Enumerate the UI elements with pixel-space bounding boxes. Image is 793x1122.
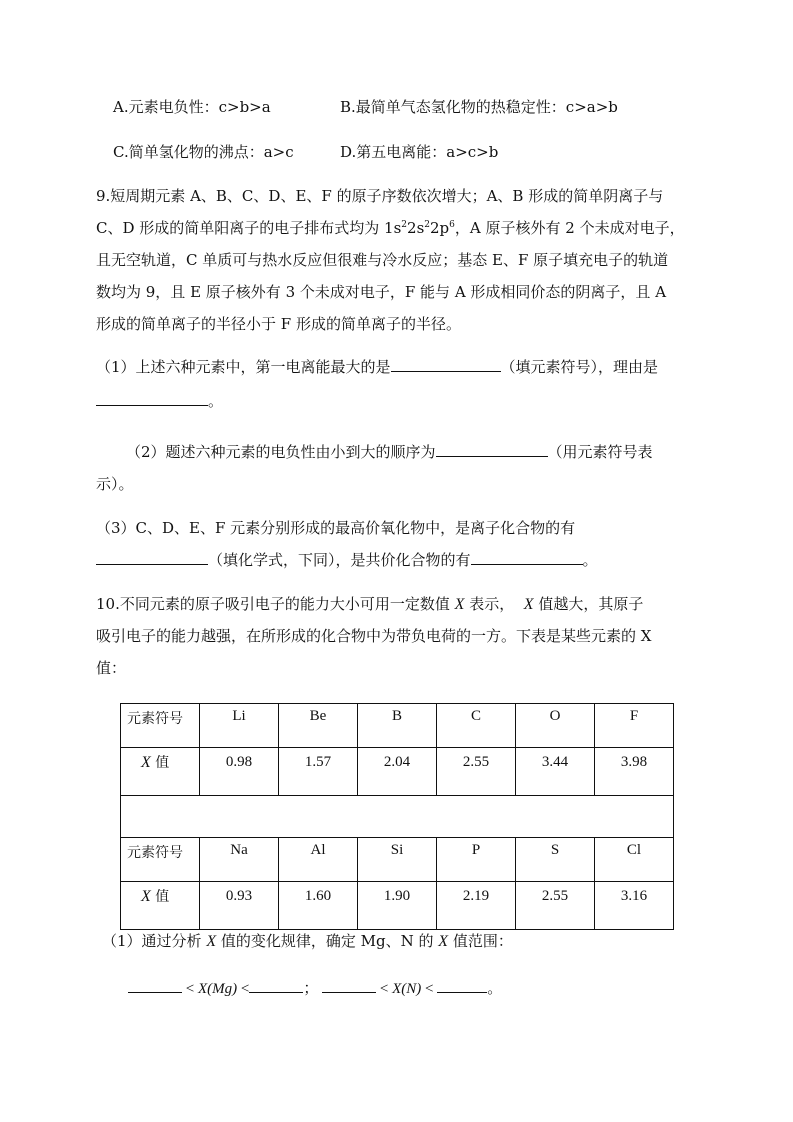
q9-line-5: 形成的简单离子的半径小于 F 形成的简单离子的半径。 xyxy=(96,315,461,333)
option-b: B.最简单气态氢化物的热稳定性：c>a>b xyxy=(340,98,618,116)
table-cell: F xyxy=(595,704,674,748)
q9-part-1 xyxy=(96,357,658,377)
n-upper-blank[interactable] xyxy=(437,978,487,993)
range-lt-4: < xyxy=(425,981,434,997)
q10-line-1-pre: 10.不同元素的原子吸引电子的能力大小可用一定数值 xyxy=(96,595,450,613)
table-cell: 0.93 xyxy=(200,882,279,930)
q10-sub-1-pre: （1）通过分析 xyxy=(102,932,202,950)
table-cell: O xyxy=(516,704,595,748)
range-x-n: X(N) xyxy=(392,981,422,997)
table-cell: Li xyxy=(200,704,279,748)
q10-sub-1 xyxy=(102,931,513,952)
table-cell: Be xyxy=(279,704,358,748)
q9-part-2-post: （用元素符号表 xyxy=(547,443,653,461)
table-spacer-cell xyxy=(121,796,674,838)
q10-sub-1-mid: 值的变化规律，确定 Mg、N 的 xyxy=(220,932,434,950)
q9-part-1-reason-blank[interactable] xyxy=(96,391,208,406)
option-a: A.元素电负性：c>b>a xyxy=(113,98,271,116)
q9-part-1-end: 。 xyxy=(208,392,224,410)
q9-line-3: 且无空轨道，C 单质可与热水反应但很难与冷水反应；基态 E、F 原子填充电子的轨道 xyxy=(96,251,669,269)
range-x-mg: X(Mg) xyxy=(197,981,238,997)
table-cell: C xyxy=(437,704,516,748)
range-lt-1: < xyxy=(185,981,195,997)
q10-line-1-post: 值越大，其原子 xyxy=(538,595,644,613)
x-value-table xyxy=(120,703,674,930)
table-cell: Si xyxy=(358,838,437,882)
range-separator: ； xyxy=(303,981,319,997)
q9-mid-1: 2s xyxy=(407,219,425,237)
table-x-word: 值 xyxy=(155,889,170,905)
q10-sub-1-x: X xyxy=(206,933,217,950)
table-cell: 3.44 xyxy=(516,748,595,796)
q9-part-3-ionic-blank[interactable] xyxy=(96,550,208,565)
table-row xyxy=(121,704,674,748)
q9-part-1-pre: （1）上述六种元素中，第一电离能最大的是 xyxy=(96,358,391,376)
table-cell: 2.55 xyxy=(516,882,595,930)
q10-line-1-mid: 表示， xyxy=(469,595,515,613)
table-cell: 1.57 xyxy=(279,748,358,796)
table-spacer-row xyxy=(121,796,674,838)
q9-sup-3: 6 xyxy=(449,220,455,230)
q10-x-symbol-2: X xyxy=(523,596,534,613)
q9-line-1: 9.短周期元素 A、B、C、D、E、F 的原子序数依次增大；A、B 形成的简单阴离子与 xyxy=(96,187,664,205)
table-cell: S xyxy=(516,838,595,882)
q9-part-2-pre: （2）题述六种元素的电负性由小到大的顺序为 xyxy=(126,443,436,461)
table-cell: 1.90 xyxy=(358,882,437,930)
table-header-x xyxy=(121,882,200,930)
q9-part-3-covalent-blank[interactable] xyxy=(471,550,583,565)
range-lt-2: < xyxy=(240,981,250,997)
q10-sub-1-x-2: X xyxy=(438,933,449,950)
q9-line-2-pre: C、D 形成的简单阳离子的电子排布式均为 1s xyxy=(96,219,402,237)
option-c: C.简单氢化物的沸点：a>c xyxy=(113,143,294,161)
q9-part-2-line-2: 示）。 xyxy=(96,475,134,493)
q10-sub-1-post: 值范围： xyxy=(452,932,513,950)
table-cell: 1.60 xyxy=(279,882,358,930)
table-row xyxy=(121,882,674,930)
q9-part-1-post: （填元素符号），理由是 xyxy=(500,358,659,376)
n-lower-blank[interactable] xyxy=(322,978,376,993)
table-row xyxy=(121,838,674,882)
range-lt-3: < xyxy=(379,981,389,997)
q9-line-2-post: ，A 原子核外有 2 个未成对电子， xyxy=(454,219,685,237)
q9-line-4: 数均为 9，且 E 原子核外有 3 个未成对电子，F 能与 A 形成相同价态的阴离子，且 A xyxy=(96,283,667,301)
q9-part-3-end: 。 xyxy=(582,551,598,569)
q10-x-symbol-1: X xyxy=(454,596,465,613)
table-cell: Na xyxy=(200,838,279,882)
table-cell: P xyxy=(437,838,516,882)
q10-line-3: 值： xyxy=(96,659,127,677)
q9-part-1-blank[interactable] xyxy=(391,357,501,372)
q10-range-line xyxy=(128,978,502,999)
table-cell: 0.98 xyxy=(200,748,279,796)
q9-line-2 xyxy=(96,218,685,238)
table-header-symbol: 元素符号 xyxy=(121,838,200,882)
q9-part-2-blank[interactable] xyxy=(436,442,548,457)
table-cell: 3.16 xyxy=(595,882,674,930)
q9-sup-2: 2 xyxy=(424,220,431,230)
table-cell: Cl xyxy=(595,838,674,882)
table-cell: 2.55 xyxy=(437,748,516,796)
table-row xyxy=(121,748,674,796)
q10-line-1 xyxy=(96,594,643,615)
table-x-letter: X xyxy=(141,888,151,905)
option-d: D.第五电离能：a>c>b xyxy=(340,143,499,161)
table-header-x xyxy=(121,748,200,796)
q9-part-3-line-2 xyxy=(96,550,598,570)
q9-mid-2: 2p xyxy=(430,219,450,237)
q9-part-2 xyxy=(126,442,653,462)
table-cell: 3.98 xyxy=(595,748,674,796)
table-x-letter: X xyxy=(141,754,151,771)
table-cell: 2.04 xyxy=(358,748,437,796)
range-end: 。 xyxy=(487,981,503,997)
table-x-word: 值 xyxy=(155,755,170,771)
q10-line-2: 吸引电子的能力越强，在所形成的化合物中为带负电荷的一方。下表是某些元素的 X xyxy=(96,627,652,645)
mg-upper-blank[interactable] xyxy=(249,978,303,993)
q9-part-3-mid: （填化学式，下同），是共价化合物的有 xyxy=(208,551,471,569)
q9-part-1-line-2 xyxy=(96,391,223,411)
table-cell: 2.19 xyxy=(437,882,516,930)
table-cell: Al xyxy=(279,838,358,882)
table-cell: B xyxy=(358,704,437,748)
q9-sup-1: 2 xyxy=(401,220,408,230)
q9-part-3: （3）C、D、E、F 元素分别形成的最高价氧化物中，是离子化合物的有 xyxy=(96,519,576,537)
mg-lower-blank[interactable] xyxy=(128,978,182,993)
table-header-symbol: 元素符号 xyxy=(121,704,200,748)
